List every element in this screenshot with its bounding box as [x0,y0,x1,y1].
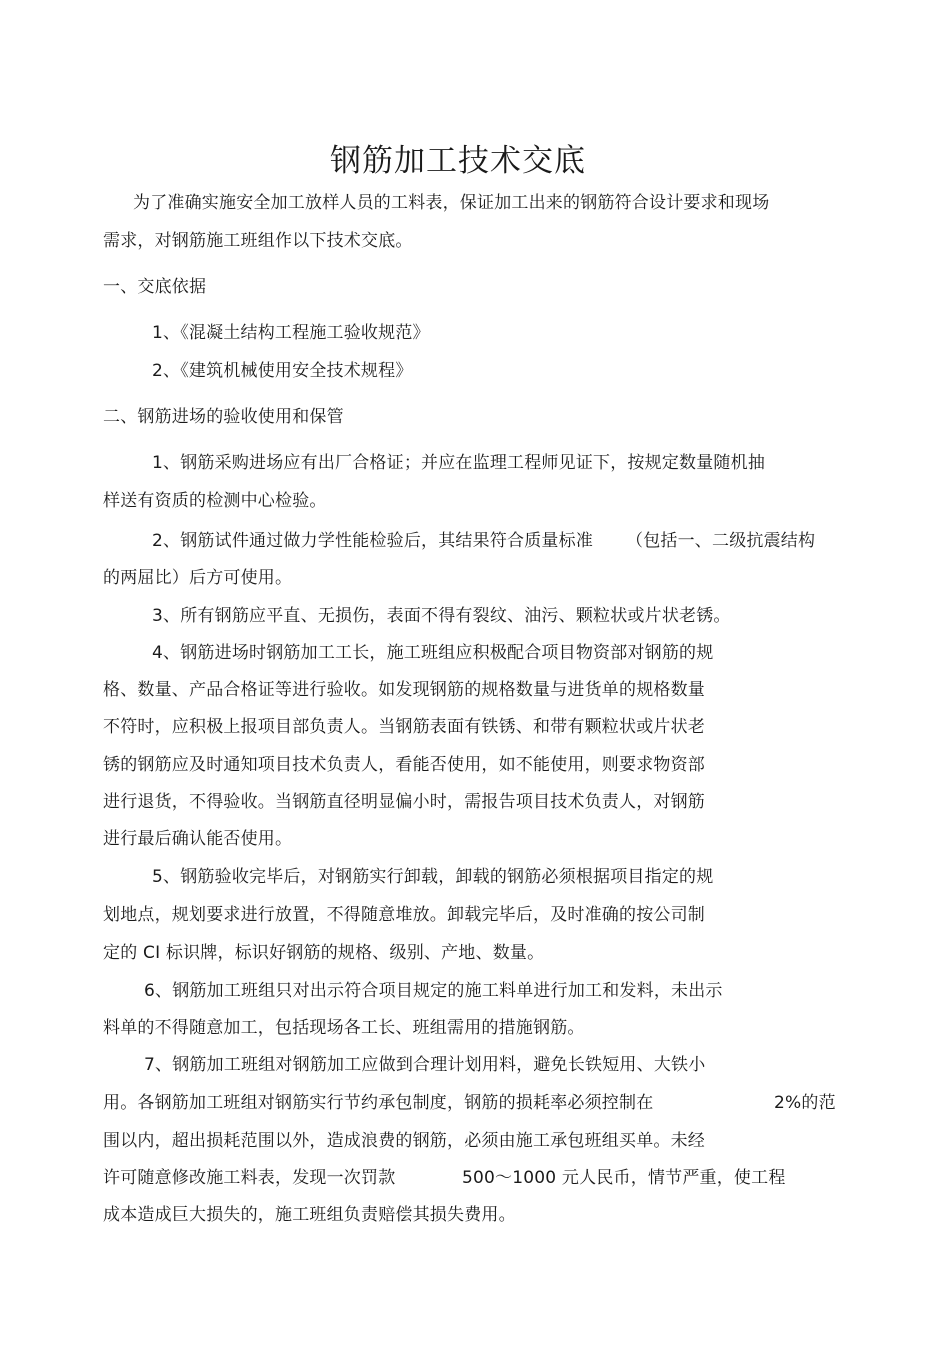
section-2-p7-line-5: 成本造成巨大损失的，施工班组负责赔偿其损失费用。 [103,1205,516,1225]
section-2-p7-line-4b: 500～1000 元人民币，情节严重，使工程 [462,1168,786,1188]
section-2-heading: 二、钢筋进场的验收使用和保管 [103,407,344,427]
section-2-p1-line-2: 样送有资质的检测中心检验。 [103,491,327,511]
section-2-p6-line-2: 料单的不得随意加工，包括现场各工长、班组需用的措施钢筋。 [103,1018,585,1038]
intro-line-2: 需求，对钢筋施工班组作以下技术交底。 [103,231,413,251]
section-2-p7-line-2a: 用。各钢筋加工班组对钢筋实行节约承包制度，钢筋的损耗率必须控制在 [103,1093,654,1113]
section-2-p6-line-1: 6、钢筋加工班组只对出示符合项目规定的施工料单进行加工和发料，未出示 [144,981,723,1001]
section-2-p1-line-1: 1、钢筋采购进场应有出厂合格证；并应在监理工程师见证下，按规定数量随机抽 [152,453,766,473]
intro-line-1: 为了准确实施安全加工放样人员的工料表，保证加工出来的钢筋符合设计要求和现场 [133,193,770,213]
section-2-p7-line-2b: 2%的范 [774,1093,836,1113]
section-2-p7-line-3: 围以内，超出损耗范围以外，造成浪费的钢筋，必须由施工承包班组买单。未经 [103,1131,705,1151]
section-2-p4-line-4: 锈的钢筋应及时通知项目技术负责人，看能否使用，如不能使用，则要求物资部 [103,755,705,775]
section-1-item-2: 2、《建筑机械使用安全技术规程》 [152,361,413,381]
section-2-p4-line-5: 进行退货，不得验收。当钢筋直径明显偏小时，需报告项目技术负责人，对钢筋 [103,792,705,812]
section-2-p5-line-1: 5、钢筋验收完毕后，对钢筋实行卸载，卸载的钢筋必须根据项目指定的规 [152,867,714,887]
section-2-p4-line-1: 4、钢筋进场时钢筋加工工长，施工班组应积极配合项目物资部对钢筋的规 [152,643,714,663]
section-2-p3: 3、所有钢筋应平直、无损伤，表面不得有裂纹、油污、颗粒状或片状老锈。 [152,606,731,626]
section-1-item-1: 1、《混凝土结构工程施工验收规范》 [152,323,430,343]
section-2-p4-line-6: 进行最后确认能否使用。 [103,829,293,849]
section-2-p4-line-3: 不符时，应积极上报项目部负责人。当钢筋表面有铁锈、和带有颗粒状或片状老 [103,717,705,737]
section-2-p2-line-1b: （包括一、二级抗震结构 [626,531,816,551]
section-2-p4-line-2: 格、数量、产品合格证等进行验收。如发现钢筋的规格数量与进货单的规格数量 [103,680,705,700]
section-2-p5-line-2: 划地点，规划要求进行放置，不得随意堆放。卸载完毕后，及时准确的按公司制 [103,905,705,925]
section-2-p7-line-4a: 许可随意修改施工料表，发现一次罚款 [103,1168,396,1188]
document-title: 钢筋加工技术交底 [330,142,586,179]
section-2-p7-line-1: 7、钢筋加工班组对钢筋加工应做到合理计划用料，避免长铁短用、大铁小 [144,1055,706,1075]
section-2-p5-line-3: 定的 CI 标识牌，标识好钢筋的规格、级别、产地、数量。 [103,943,545,963]
section-2-p2-line-2: 的两屈比）后方可使用。 [103,568,293,588]
section-2-p2-line-1a: 2、钢筋试件通过做力学性能检验后，其结果符合质量标准 [152,531,594,551]
section-1-heading: 一、交底依据 [103,277,207,297]
